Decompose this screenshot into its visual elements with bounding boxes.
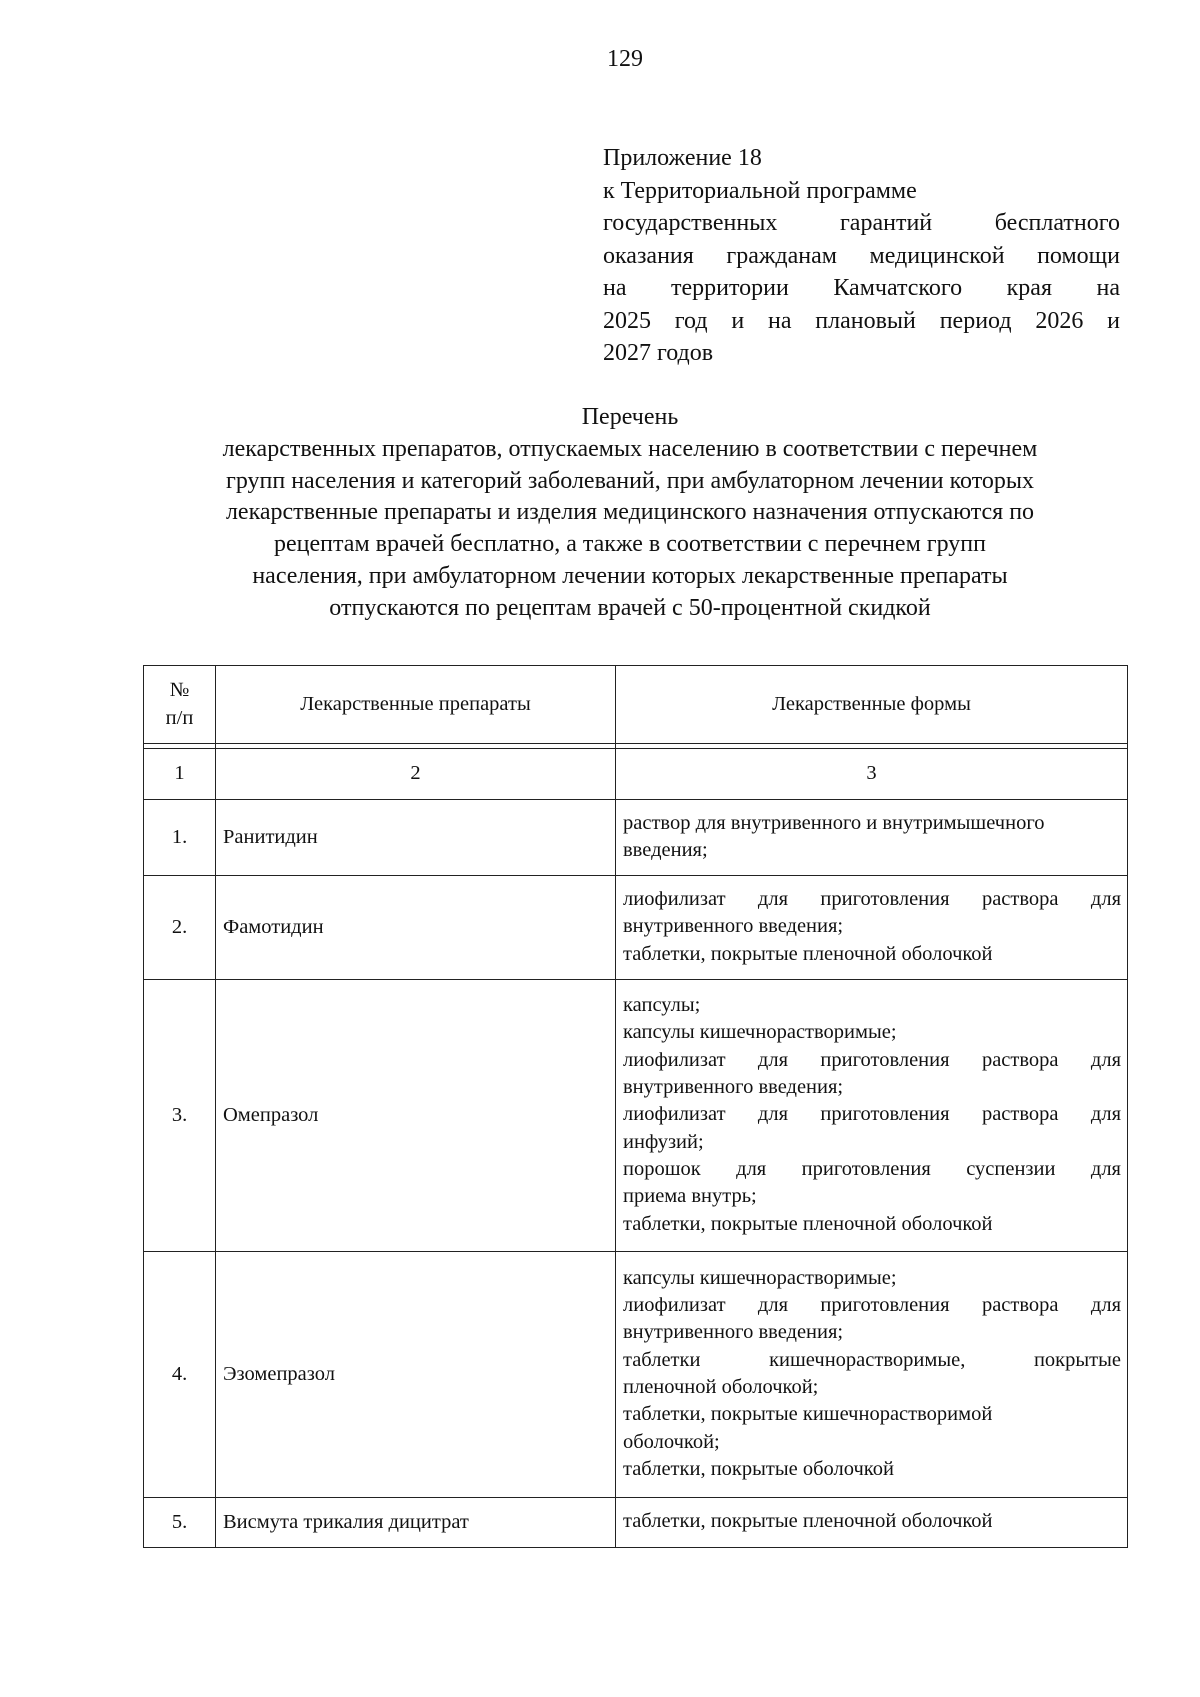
document-title [120,402,1140,625]
drug-forms [616,800,1128,876]
drug-form-line: пленочной оболочкой; [623,1376,819,1398]
drug-form-line: капсулы кишечнорастворимые; [623,1266,897,1289]
drug-form-line: введения; [623,839,708,861]
column-number: 1 [144,749,216,800]
drug-form-line: капсулы; [623,994,701,1017]
drug-form-line: оболочкой; [623,1430,720,1453]
drug-name: Фамотидин [216,876,616,980]
drug-form-line: таблетки кишечнорастворимые, покрытые [623,1348,1121,1371]
drug-form-line: лиофилизат для приготовления раствора для [623,888,1121,911]
table-row [144,1498,1128,1548]
drug-forms [616,876,1128,980]
title-line: групп населения и категорий заболеваний, при амбулаторном лечении которых [226,467,1034,494]
drug-form-line: капсулы кишечнорастворимые; [623,1021,897,1044]
row-number: 4. [144,1252,216,1498]
column-number: 2 [216,749,616,800]
title-line: Перечень [581,404,679,430]
title-line: лекарственные препараты и изделия медицинского назначения отпускаются по [225,499,1035,526]
header-forms-cell: Лекарственные формы [616,666,1128,744]
header-number-abbr: п/п [165,706,194,729]
drug-form-line: порошок для приготовления суспензии для [623,1157,1121,1180]
drug-form-line: таблетки, покрытые пленочной оболочкой [623,942,993,965]
row-number: 3. [144,980,216,1252]
column-number-row [144,749,1128,800]
table-row [144,980,1128,1252]
title-line: лекарственных препаратов, отпускаемых населению в соответствии с перечнем [222,435,1038,462]
drugs-table [143,665,1128,1548]
row-number: 1. [144,800,216,876]
drug-name: Ранитидин [216,800,616,876]
appendix-line: 2025 год и на плановый период 2026 и [603,307,1120,334]
title-line: рецептам врачей бесплатно, а также в соответствии с перечнем групп [274,531,986,558]
row-number: 5. [144,1498,216,1548]
appendix-line: 2027 годов [603,340,714,366]
appendix-line: оказания гражданам медицинской помощи [603,242,1120,269]
drug-form-line: приема внутрь; [623,1185,757,1208]
appendix-line: Приложение 18 [603,145,762,171]
table-header-row [144,666,1128,744]
drug-form-line: таблетки, покрытые пленочной оболочкой [623,1212,993,1235]
drug-form-line: лиофилизат для приготовления раствора для [623,1103,1121,1126]
header-number-symbol: № [169,679,190,702]
page-number: 129 [607,46,643,72]
table-row [144,1252,1128,1498]
title-line: населения, при амбулаторном лечении которых лекарственные препараты [252,562,1008,589]
drug-name: Висмута трикалия дицитрат [216,1498,616,1548]
appendix-line: на территории Камчатского края на [603,275,1120,301]
table-row [144,876,1128,980]
drug-form-line: таблетки, покрытые пленочной оболочкой [623,1510,993,1533]
header-number-cell [144,666,216,744]
appendix-line: к Территориальной программе [603,177,917,204]
drug-form-line: таблетки, покрытые оболочкой [623,1457,894,1480]
drug-form-line: внутривенного введения; [623,915,844,938]
table-row [144,800,1128,876]
appendix-note [603,142,1120,370]
drug-form-line: инфузий; [623,1130,704,1153]
drug-forms [616,1252,1128,1498]
drug-form-line: раствор для внутривенного и внутримышечного [623,811,1045,834]
drug-form-line: лиофилизат для приготовления раствора для [623,1048,1121,1071]
drug-form-line: таблетки, покрытые кишечнорастворимой [623,1403,993,1426]
appendix-line: государственных гарантий бесплатного [603,210,1120,236]
drug-name: Эзомепразол [216,1252,616,1498]
drug-forms [616,980,1128,1252]
drug-form-line: внутривенного введения; [623,1076,844,1099]
row-number: 2. [144,876,216,980]
header-drugs-cell: Лекарственные препараты [216,666,616,744]
title-line: отпускаются по рецептам врачей с 50-процентной скидкой [329,594,931,621]
drug-name: Омепразол [216,980,616,1252]
drug-forms [616,1498,1128,1548]
column-number: 3 [616,749,1128,800]
drug-form-line: лиофилизат для приготовления раствора для [623,1294,1121,1317]
drug-form-line: внутривенного введения; [623,1321,844,1344]
